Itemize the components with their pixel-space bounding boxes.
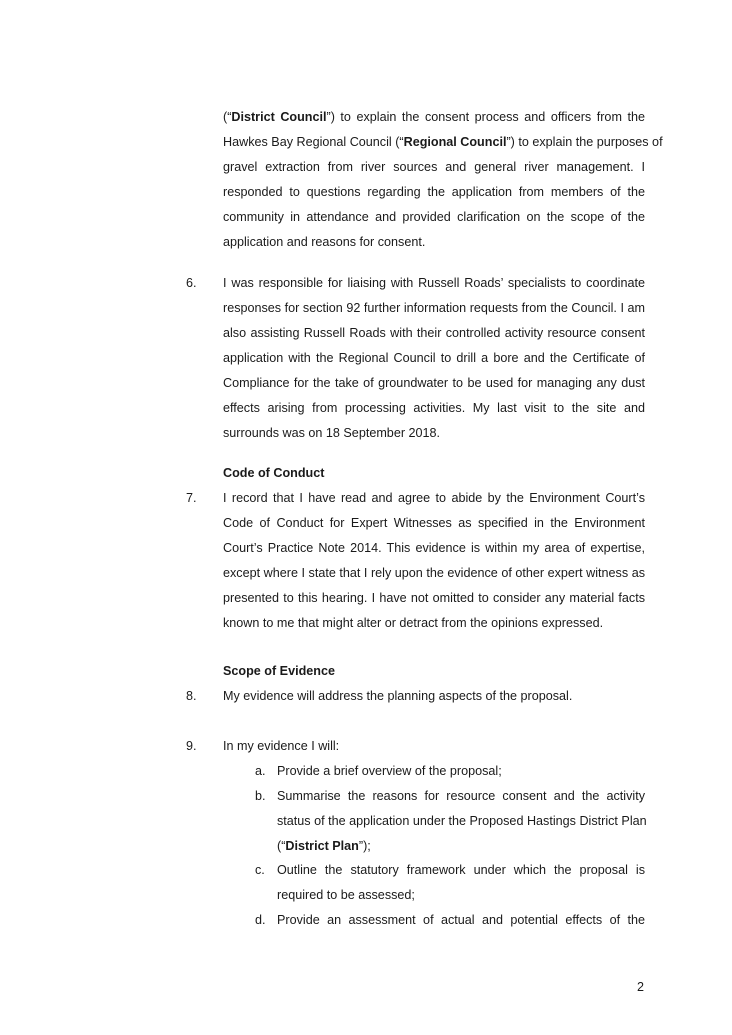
para7-line-5: presented to this hearing. I have not omitted to consider any material facts: [223, 591, 645, 605]
para9-number: 9.: [186, 739, 197, 753]
list-item-c-line-2: required to be assessed;: [277, 888, 415, 902]
para7-line-4: except where I state that I rely upon the evidence of other expert witness as: [223, 566, 645, 580]
para6-line-4: application with the Regional Council to drill a bore and the Certificate of: [223, 351, 645, 365]
para8-number: 8.: [186, 689, 197, 703]
page-number: 2: [637, 980, 645, 994]
para6-line-3: also assisting Russell Roads with their controlled activity resource consent: [223, 326, 645, 340]
list-item-a-letter: a.: [255, 764, 266, 778]
heading-scope-of-evidence: Scope of Evidence: [223, 664, 335, 678]
para7-line-6: known to me that might alter or detract from the opinions expressed.: [223, 616, 604, 630]
list-item-a-line-1: Provide a brief overview of the proposal;: [277, 764, 502, 778]
para6-line-7: surrounds was on 18 September 2018.: [223, 426, 441, 440]
list-item-b-line-2: status of the application under the Proposed Hastings District Plan: [277, 814, 647, 828]
para7-line-3: Court’s Practice Note 2014. This evidence is within my area of expertise,: [223, 541, 645, 555]
para6-line-6: effects arising from processing activities. My last visit to the site and: [223, 401, 645, 415]
list-item-c-letter: c.: [255, 863, 265, 877]
para6-line-1: I was responsible for liaising with Russell Roads’ specialists to coordinate: [223, 276, 645, 290]
para8-text: My evidence will address the planning aspects of the proposal.: [223, 689, 573, 703]
para5-line-5: community in attendance and provided clarification on the scope of the: [223, 210, 645, 224]
list-item-d-letter: d.: [255, 913, 266, 927]
list-item-c-line-1: Outline the statutory framework under which the proposal is: [277, 863, 645, 877]
para7-line-2: Code of Conduct for Expert Witnesses as specified in the Environment: [223, 516, 645, 530]
para6-line-2: responses for section 92 further information requests from the Council. I am: [223, 301, 645, 315]
para5-line-6: application and reasons for consent.: [223, 235, 426, 249]
list-item-b-line-1: Summarise the reasons for resource consent and the activity: [277, 789, 645, 803]
list-item-d-line-1: Provide an assessment of actual and potential effects of the: [277, 913, 645, 927]
para5-line-2: Hawkes Bay Regional Council (“Regional Council”) to explain the purposes of: [223, 135, 663, 149]
para6-number: 6.: [186, 276, 197, 290]
para7-number: 7.: [186, 491, 197, 505]
list-item-b-line-3: (“District Plan”);: [277, 839, 371, 853]
para7-line-1: I record that I have read and agree to abide by the Environment Court’s: [223, 491, 645, 505]
para6-line-5: Compliance for the take of groundwater to be used for managing any dust: [223, 376, 645, 390]
para5-line-4: responded to questions regarding the application from members of the: [223, 185, 645, 199]
heading-code-of-conduct: Code of Conduct: [223, 466, 325, 480]
para9-text: In my evidence I will:: [223, 739, 340, 753]
para5-line-1: (“District Council”) to explain the consent process and officers from the: [223, 110, 645, 124]
para5-line-3: gravel extraction from river sources and general river management. I: [223, 160, 645, 174]
list-item-b-letter: b.: [255, 789, 266, 803]
